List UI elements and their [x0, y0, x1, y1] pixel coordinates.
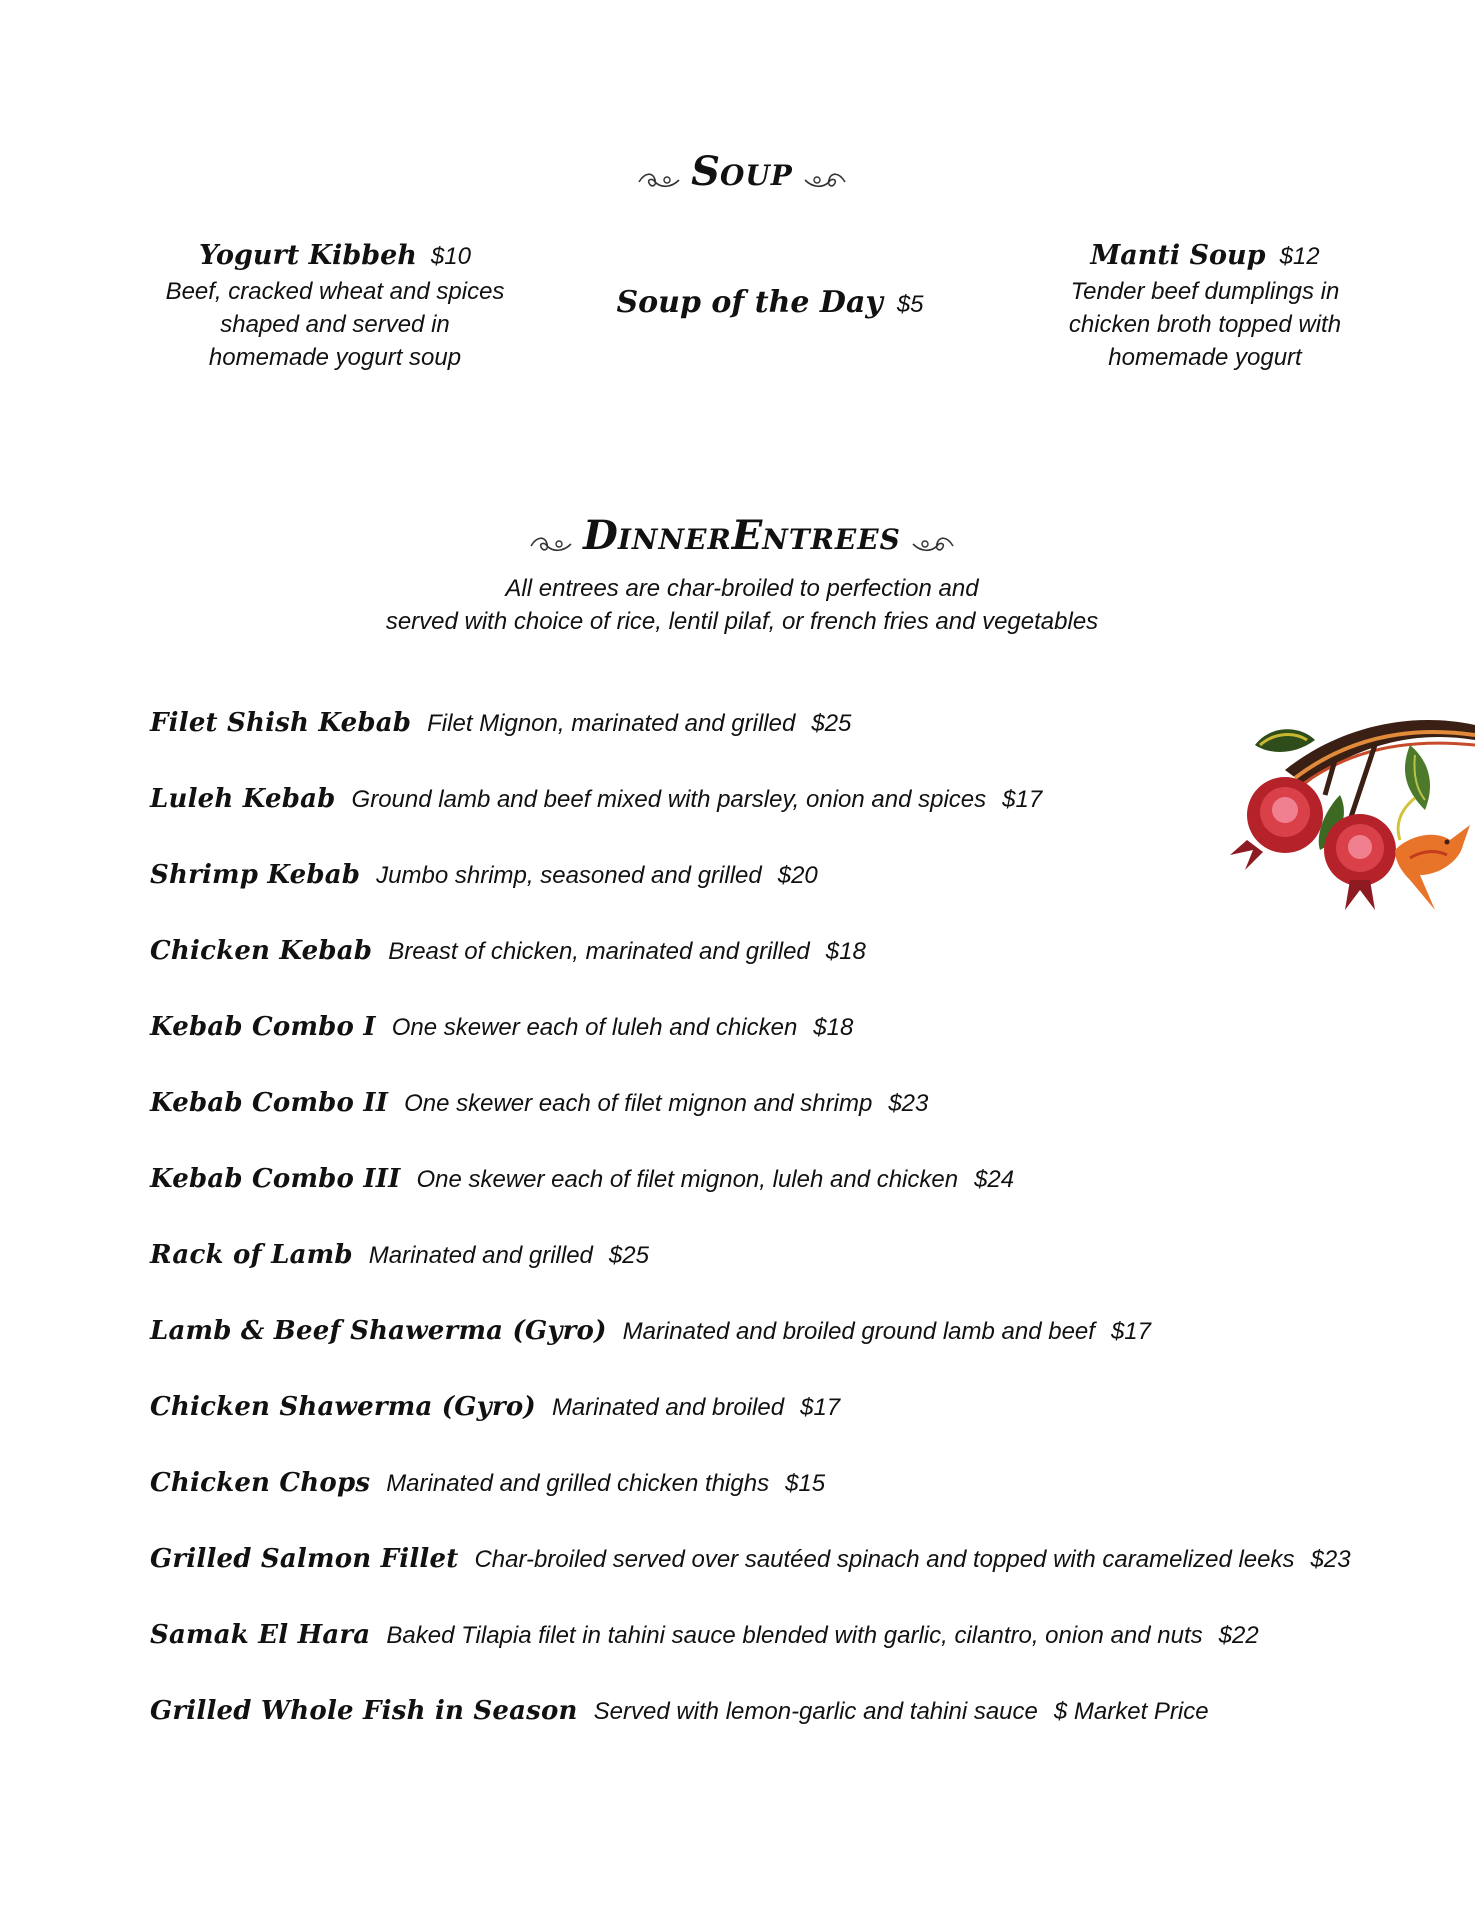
entree-item: [150, 1468, 825, 1498]
soup-item-description: [130, 275, 540, 374]
entree-description: Baked Tilapia filet in tahini sauce blended with garlic, cilantro, onion and nuts: [386, 1622, 1203, 1649]
entree-name: Shrimp Kebab: [150, 860, 361, 890]
entree-name: Lamb & Beef Shawerma (Gyro): [150, 1316, 607, 1346]
entree-item: [150, 1620, 1259, 1650]
entree-price: $17: [1002, 786, 1043, 813]
soup-item-manti-soup: [1040, 240, 1370, 374]
dinner-title-rest: INNER: [617, 523, 732, 556]
entree-price: $25: [608, 1242, 649, 1269]
entree-item: [150, 936, 866, 966]
pomegranate-branch-icon: [1185, 700, 1475, 920]
entree-description: One skewer each of filet mignon and shrimp: [404, 1090, 873, 1117]
entree-price: $17: [800, 1394, 841, 1421]
entree-name: Grilled Whole Fish in Season: [150, 1696, 578, 1726]
entree-item: [150, 1392, 840, 1422]
entree-price: $23: [888, 1090, 929, 1117]
dinner-entrees-heading: [0, 512, 1484, 559]
entree-item: [150, 784, 1042, 814]
entree-name: Chicken Kebab: [150, 936, 373, 966]
entree-price: $15: [785, 1470, 826, 1497]
dinner-title-cap: D: [583, 512, 618, 559]
entree-name: Samak El Hara: [150, 1620, 371, 1650]
entree-name: Kebab Combo I: [150, 1012, 376, 1042]
entrees-title-rest: NTREES: [762, 523, 901, 556]
entree-price: $25: [811, 710, 852, 737]
description-line: Beef, cracked wheat and spices: [165, 278, 505, 305]
entree-description: Served with lemon-garlic and tahini sauce: [593, 1698, 1038, 1725]
description-line: Tender beef dumplings in: [1070, 278, 1340, 305]
entree-description: Filet Mignon, marinated and grilled: [427, 710, 796, 737]
entree-price: $ Market Price: [1053, 1698, 1209, 1725]
description-line: chicken broth topped with: [1068, 311, 1342, 338]
entree-description: One skewer each of filet mignon, luleh and chicken: [416, 1166, 959, 1193]
soup-item-price: $12: [1279, 243, 1320, 270]
entree-name: Filet Shish Kebab: [150, 708, 412, 738]
entree-price: $17: [1110, 1318, 1151, 1345]
dinner-intro-text: [0, 572, 1484, 638]
entree-price: $24: [974, 1166, 1015, 1193]
entree-name: Kebab Combo II: [150, 1088, 389, 1118]
entree-description: Ground lamb and beef mixed with parsley, onion and spices: [351, 786, 987, 813]
entree-description: Jumbo shrimp, seasoned and grilled: [376, 862, 762, 889]
description-line: shaped and served in: [220, 311, 450, 338]
entree-item: [150, 1088, 928, 1118]
entree-item: [150, 1544, 1351, 1574]
entree-description: One skewer each of luleh and chicken: [391, 1014, 798, 1041]
entree-name: Chicken Shawerma (Gyro): [150, 1392, 536, 1422]
entree-description: Marinated and broiled: [551, 1394, 785, 1421]
soup-title-cap: S: [691, 148, 720, 195]
entree-item: [150, 1240, 649, 1270]
soup-heading: [0, 148, 1484, 195]
soup-item-description: [1040, 275, 1370, 374]
entree-name: Rack of Lamb: [150, 1240, 353, 1270]
scroll-flourish-icon: [529, 534, 573, 556]
scroll-flourish-icon: [803, 170, 847, 192]
entree-name: Kebab Combo III: [150, 1164, 401, 1194]
entree-item: [150, 1164, 1014, 1194]
entree-price: $20: [777, 862, 818, 889]
entree-item: [150, 708, 851, 738]
entree-price: $23: [1310, 1546, 1351, 1573]
entree-name: Chicken Chops: [150, 1468, 371, 1498]
description-line: homemade yogurt soup: [208, 344, 462, 371]
entree-description: Marinated and grilled: [368, 1242, 593, 1269]
intro-line: served with choice of rice, lentil pilaf, or french fries and vegetables: [385, 608, 1099, 635]
entree-description: Char-broiled served over sautéed spinach and topped with caramelized leeks: [474, 1546, 1295, 1573]
entree-price: $22: [1218, 1622, 1259, 1649]
entree-price: $18: [825, 938, 866, 965]
entree-name: Luleh Kebab: [150, 784, 336, 814]
entree-item: [150, 1316, 1151, 1346]
entree-item: [150, 860, 818, 890]
entree-description: Marinated and grilled chicken thighs: [386, 1470, 770, 1497]
soup-item-yogurt-kibbeh: [130, 240, 540, 374]
entree-name: Grilled Salmon Fillet: [150, 1544, 459, 1574]
intro-line: All entrees are char-broiled to perfection and: [505, 575, 979, 602]
description-line: homemade yogurt: [1108, 344, 1302, 371]
entree-description: Breast of chicken, marinated and grilled: [388, 938, 810, 965]
entree-item: [150, 1696, 1209, 1726]
entree-price: $18: [813, 1014, 854, 1041]
entree-description: Marinated and broiled ground lamb and beef: [622, 1318, 1095, 1345]
scroll-flourish-icon: [911, 534, 955, 556]
entree-item: [150, 1012, 853, 1042]
soup-item-soup-of-the-day: [580, 285, 960, 320]
soup-item-name: Soup of the Day: [616, 285, 883, 320]
soup-item-price: $5: [896, 291, 924, 318]
soup-item-name: Yogurt Kibbeh: [199, 240, 417, 271]
scroll-flourish-icon: [637, 170, 681, 192]
soup-item-name: Manti Soup: [1090, 240, 1266, 271]
soup-title-rest: OUP: [720, 159, 793, 192]
soup-item-price: $10: [430, 243, 471, 270]
entrees-title-cap: E: [731, 512, 763, 559]
